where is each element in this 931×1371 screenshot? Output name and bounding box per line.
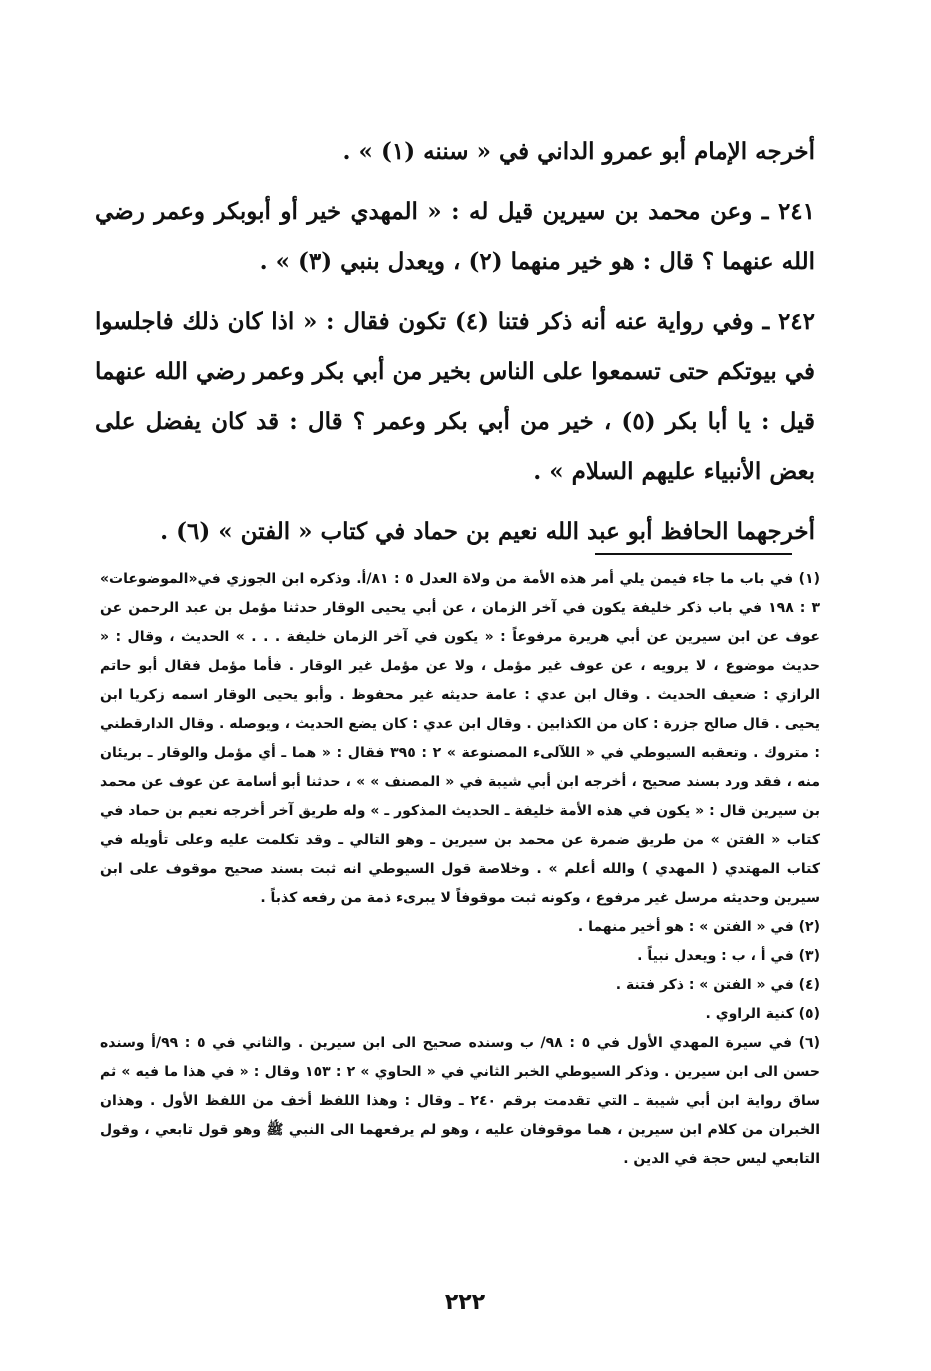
main-paragraph-4: أخرجهما الحافظ أبو عبد الله نعيم بن حماد في كتاب « الفتن » (٦) . xyxy=(160,518,815,545)
page-number: ٢٢٢ xyxy=(444,1290,486,1315)
main-text-block xyxy=(95,127,815,567)
footnote-6: (٦) في سيرة المهدي الأول في ٥ : ٩٨/ ب وسنده صحيح الى ابن سيرين . والثاني في ٥ : ٩٩/أ وسنده حسن الى ابن سيرين . وذكر السيوطي الخبر الثاني في « الحاوي » ٢ : ١٥٣ وقال : « في هذا ما فيه » ثم ساق رواية ابن أبي شيبة ـ التي تقدمت برقم ٢٤٠ ـ وقال : وهذا اللفظ أخف من اللفظ الأول . وهذان الخبران من كلام ابن سيرين ، هما موقوفان عليه ، وهو لم يرفعهما الى النبي ﷺ وهو قول تابعي ، وقول التابعي ليس حجة في الدين . xyxy=(100,1035,820,1167)
footnotes-block xyxy=(100,565,820,1174)
main-paragraph-1: أخرجه الإمام أبو عمرو الداني في « سننه (١) » . xyxy=(342,138,815,165)
main-paragraph-hadith-242: ٢٤٢ ـ وفي رواية عنه أنه ذكر فتنا (٤) تكون فقال : « اذا كان ذلك فاجلسوا في بيوتكم حتى تسمعوا على الناس بخير من أبي بكر وعمر رضي الله عنهما قيل : يا أبا بكر (٥) ، خير من أبي بكر وعمر ؟ قال : قد كان يفضل على بعض الأنبياء عليهم السلام » . xyxy=(95,308,816,485)
footnote-separator xyxy=(595,553,792,555)
footnote-2: (٢) في « الفتن » : هو أخير منهما . xyxy=(577,919,820,935)
footnote-3: (٣) في أ ، ب : ويعدل نبياً . xyxy=(637,948,820,964)
footnote-4: (٤) في « الفتن » : ذكر فتنة . xyxy=(615,977,820,993)
footnote-5: (٥) كنية الراوي . xyxy=(705,1006,820,1022)
footnote-1: (١) في باب ما جاء فيمن يلي أمر هذه الأمة من ولاة العدل ٥ : ٨١/أ. وذكره ابن الجوزي في«الموضوعات» ٣ : ١٩٨ في باب ذكر خليفة يكون في آخر الزمان ، عن أبي يحيى الوقار حدثنا مؤمل بن عبد الرحمن عن عوف عن ابن سيرين عن أبي هريرة مرفوعاً : « يكون في آخر الزمان خليفة . . . » الحديث ، وقال : « حديث موضوع ، لا يرويه ، عن عوف غير مؤمل ، ولا عن مؤمل غير الوقار . فأما مؤمل فقال أبو حاتم الرازي : ضعيف الحديث . وقال ابن عدي : عامة حديثه غير محفوظ . وأبو يحيى الوقار اسمه زكريا ابن يحيى . قال صالح جزرة : كان من الكذابين . وقال ابن عدي : كان يضع الحديث ، ويوصله . وقال الدارقطني : متروك . وتعقبه السيوطي في « اللآلىء المصنوعة » ٢ : ٣٩٥ فقال : « هما ـ أي مؤمل والوقار ـ بريئان منه ، فقد ورد بسند صحيح ، أخرجه ابن أبي شيبة في « المصنف » » ، حدثنا أبو أسامة عن عوف عن محمد بن سيرين قال : « يكون في هذه الأمة خليفة ـ الحديث المذكور ـ » وله طريق آخر أخرجه نعيم بن حماد في كتاب « الفتن » من طريق ضمرة عن محمد بن سيرين ـ وهو التالي ـ وقد تكلمت عليه وعلى تأويله في كتاب المهتدي ( المهدي ) والله أعلم » . وخلاصة قول السيوطي انه ثبت بسند صحيح موقوف على ابن سيرين وحديثه مرسل غير مرفوع ، وكونه ثبت موقوفاً لا يبرىء ذمة من رفعه كذباً . xyxy=(100,571,820,906)
main-paragraph-hadith-241: ٢٤١ ـ وعن محمد بن سيرين قيل له : « المهدي خير أو أبوبكر وعمر رضي الله عنهما ؟ قال : هو خير منهما (٢) ، ويعدل بنبي (٣) » . xyxy=(95,198,815,275)
